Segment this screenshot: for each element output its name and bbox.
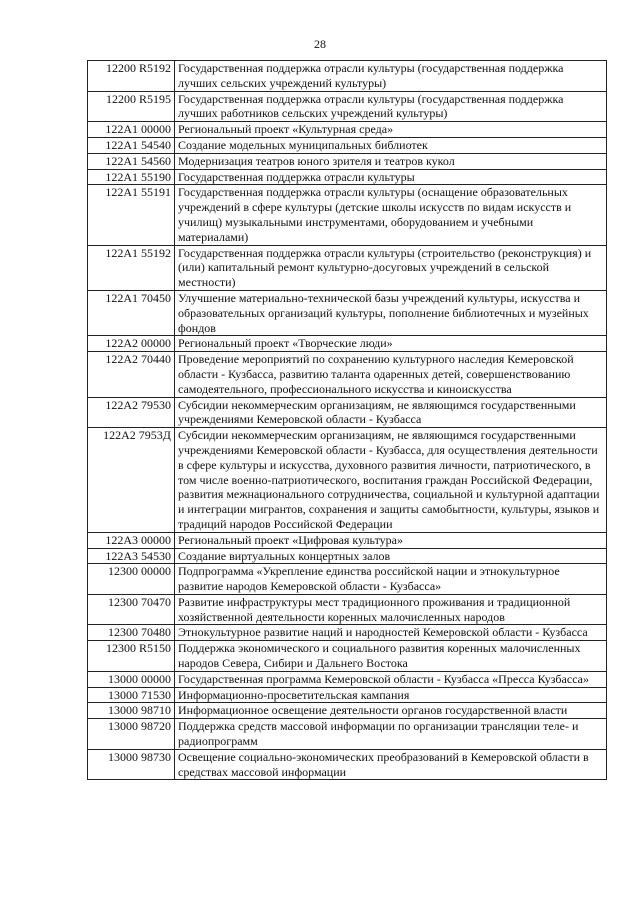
row-code: 122A3 54530	[88, 548, 175, 564]
row-name: Субсидии некоммерческим организациям, не являющимся государственными учреждениями Кемеровской области - Кузбасса, для осуществления деятельности в сфере культуры и искусства, духовного развития личности, патриотического, в том числе военно-патриотического, воспитания граждан Российской Федерации, развития межнационального сотрудничества, социальной и культурной адаптации и интеграции мигрантов, сохранения и защиты самобытности, культуры, языков и традиций народов Российской Федерации	[175, 428, 607, 533]
row-code: 12300 00000	[88, 564, 175, 595]
table-row	[88, 594, 607, 625]
row-code: 13000 00000	[88, 671, 175, 687]
row-name: Государственная поддержка отрасли культуры (государственная поддержка лучших работников сельских учреждений культуры)	[175, 91, 607, 122]
table-row	[88, 169, 607, 185]
row-name: Подпрограмма «Укрепление единства российской нации и этнокультурное развитие народов Кемеровской области - Кузбасса»	[175, 564, 607, 595]
row-code: 122A2 00000	[88, 336, 175, 352]
table-row	[88, 428, 607, 533]
row-code: 122A1 54560	[88, 153, 175, 169]
row-name: Модернизация театров юного зрителя и театров кукол	[175, 153, 607, 169]
row-code: 122A2 70440	[88, 352, 175, 397]
row-code: 122A1 55191	[88, 185, 175, 245]
row-name: Освещение социально-экономических преобразований в Кемеровской области в средствах массовой информации	[175, 749, 607, 780]
row-name: Развитие инфраструктуры мест традиционного проживания и традиционной хозяйственной деятельности коренных малочисленных народов	[175, 594, 607, 625]
row-name: Проведение мероприятий по сохранению культурного наследия Кемеровской области - Кузбасса, развитию таланта одаренных детей, совершенствованию самодеятельного, профессионального искусства и киноискусства	[175, 352, 607, 397]
table-row	[88, 61, 607, 92]
row-code: 122A1 70450	[88, 290, 175, 335]
row-name: Субсидии некоммерческим организациям, не являющимся государственными учреждениями Кемеровской области - Кузбасса	[175, 397, 607, 428]
row-code: 122A1 00000	[88, 122, 175, 138]
row-code: 122A2 79530	[88, 397, 175, 428]
row-code: 12300 70480	[88, 625, 175, 641]
row-code: 12200 R5195	[88, 91, 175, 122]
row-name: Создание виртуальных концертных залов	[175, 548, 607, 564]
table-row	[88, 352, 607, 397]
row-code: 12300 R5150	[88, 641, 175, 672]
row-code: 13000 98710	[88, 703, 175, 719]
row-name: Государственная поддержка отрасли культуры (государственная поддержка лучших сельских учреждений культуры)	[175, 61, 607, 92]
row-name: Информационно-просветительская кампания	[175, 687, 607, 703]
table-row	[88, 185, 607, 245]
table-row	[88, 91, 607, 122]
row-code: 122A1 55190	[88, 169, 175, 185]
row-code: 12300 70470	[88, 594, 175, 625]
row-name: Государственная программа Кемеровской области - Кузбасса «Пресса Кузбасса»	[175, 671, 607, 687]
table-row	[88, 641, 607, 672]
table-row	[88, 397, 607, 428]
row-code: 13000 98720	[88, 719, 175, 750]
row-code: 13000 71530	[88, 687, 175, 703]
page-number: 28	[314, 37, 326, 51]
table-row	[88, 671, 607, 687]
row-code: 122A2 7953Д	[88, 428, 175, 533]
row-name: Региональный проект «Культурная среда»	[175, 122, 607, 138]
row-name: Улучшение материально-технической базы учреждений культуры, искусства и образовательных организаций культуры, пополнение библиотечных и музейных фондов	[175, 290, 607, 335]
table-row	[88, 548, 607, 564]
table-row	[88, 749, 607, 780]
row-name: Поддержка экономического и социального развития коренных малочисленных народов Севера, Сибири и Дальнего Востока	[175, 641, 607, 672]
table-row	[88, 625, 607, 641]
table-row	[88, 703, 607, 719]
table-row	[88, 336, 607, 352]
row-code: 122A1 55192	[88, 245, 175, 290]
table-row	[88, 564, 607, 595]
row-name: Региональный проект «Творческие люди»	[175, 336, 607, 352]
table-row	[88, 687, 607, 703]
budget-classification-table	[87, 60, 607, 780]
row-name: Государственная поддержка отрасли культуры (оснащение образовательных учреждений в сфере культуры (детские школы искусств по видам искусств и училищ) музыкальными инструментами, оборудованием и учебными материалами)	[175, 185, 607, 245]
table-body	[88, 61, 607, 780]
row-name: Государственная поддержка отрасли культуры	[175, 169, 607, 185]
row-code: 122A3 00000	[88, 532, 175, 548]
table-row	[88, 290, 607, 335]
row-name: Информационное освещение деятельности органов государственной власти	[175, 703, 607, 719]
row-name: Государственная поддержка отрасли культуры (строительство (реконструкция) и (или) капитальный ремонт культурно-досуговых учреждений в сельской местности)	[175, 245, 607, 290]
table-row	[88, 153, 607, 169]
table-row	[88, 532, 607, 548]
row-name: Создание модельных муниципальных библиотек	[175, 137, 607, 153]
row-code: 13000 98730	[88, 749, 175, 780]
table-row	[88, 122, 607, 138]
table-row	[88, 137, 607, 153]
row-code: 122A1 54540	[88, 137, 175, 153]
row-name: Этнокультурное развитие наций и народностей Кемеровской области - Кузбасса	[175, 625, 607, 641]
row-name: Поддержка средств массовой информации по организации трансляции теле- и радиопрограмм	[175, 719, 607, 750]
table-row	[88, 719, 607, 750]
table-row	[88, 245, 607, 290]
row-code: 12200 R5192	[88, 61, 175, 92]
row-name: Региональный проект «Цифровая культура»	[175, 532, 607, 548]
